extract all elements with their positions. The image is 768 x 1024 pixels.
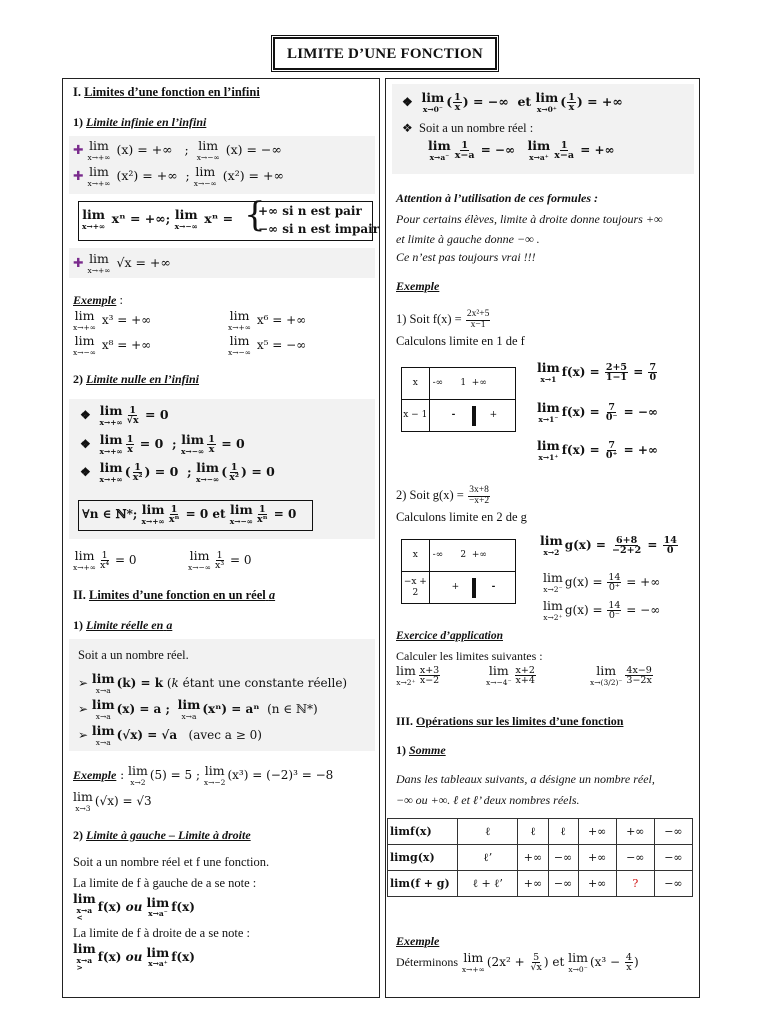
zero-limit-line-3: ❖ lim x→+∞ ( $\frac{1}{\text{x²}}$ ) = 0 ; lim x→−∞ ( $\frac{1}{\text{x²}}$ ) = 0: [80, 460, 275, 484]
left-right-text-2: La limite de f à gauche de a se note :: [73, 876, 257, 890]
q2-line: 2) Soit g(x) = $\frac{3x+8}{-x+2}$: [396, 485, 490, 506]
sum-cell: −∞: [616, 845, 654, 871]
exercise-item-2: lim x→−4⁻ $\frac{x+2}{x+4}$: [486, 663, 535, 687]
example-1-c: lim x→−∞ x⁸ = +∞: [73, 333, 152, 357]
attention-text-3: Ce n’est pas toujours vrai !!!: [396, 250, 536, 264]
example-2-a: lim x→+∞ $\frac{1}{\text{x⁴}}$ = 0: [73, 548, 137, 572]
sum-cell: +∞: [578, 845, 616, 871]
q2-subtitle: Calculons limite en 2 de g: [396, 510, 527, 524]
section-3-heading: III. Opérations sur les limites d’une fonction: [396, 714, 624, 728]
sum-cell: ℓ: [518, 819, 548, 845]
page-title: LIMITE D’UNE FONCTION: [273, 37, 497, 70]
sign-table-cell: −x + 2: [402, 572, 430, 604]
sum-cell: +∞: [578, 871, 616, 897]
infinite-limit-line-1: ✚ lim x→+∞ (x) = +∞ ; lim x→−∞ (x) = −∞: [73, 138, 282, 162]
case-odd: −∞ si n est impair: [258, 222, 380, 236]
diamond-bullet-icon: ❖: [402, 121, 413, 135]
subsection-1-1: 1) Limite infinie en l’infini: [73, 115, 207, 129]
determinons-line: Déterminons lim x→+∞ (2x² + $\frac{5}{√x}$ ) et lim x→0⁻ (x³ − $\frac{4}{x}$ ): [396, 950, 639, 974]
sign-table-cell: -∞ 1 +∞: [429, 368, 515, 400]
q1-subtitle: Calculons limite en 1 de f: [396, 334, 525, 348]
bullet-icon: ✚: [73, 142, 84, 157]
somme-text-2: −∞ ou +∞. ℓ et ℓ’ deux nombres réels.: [396, 793, 580, 807]
sum-cell: ℓ: [458, 819, 518, 845]
f-limit-1: lim x→1 f(x) = $\frac{2+5}{1-1}$ = $\frac{7}{0}$: [537, 360, 657, 384]
one-over-x-minus-a-limits: lim x→a⁻ $\frac{1}{x-a}$ = −∞ lim x→a⁺ $\frac{1}{x-a}$ = +∞: [428, 138, 615, 162]
soit-a-text: Soit a un nombre réel.: [78, 648, 189, 662]
example-1-b: lim x→+∞ x⁶ = +∞: [228, 308, 307, 332]
sum-table: [387, 818, 693, 897]
example-1-d: lim x→−∞ x⁵ = −∞: [228, 333, 307, 357]
diamond-bullet-icon: ❖: [80, 465, 91, 479]
sign-table-1: [401, 367, 516, 432]
f-limit-2: lim x→1⁻ f(x) = $\frac{7}{0^-}$ = −∞: [537, 400, 658, 424]
left-right-text-1: Soit a un nombre réel et f une fonction.: [73, 855, 270, 869]
real-limit-line-3: ➢ lim x→a (√x) = √a (avec a ≥ 0): [78, 723, 262, 747]
sign-table-cell: x: [402, 368, 430, 400]
subsection-2-1: 1) Limite réelle en a: [73, 618, 173, 632]
exercise-item-1: lim x→2⁺ $\frac{x+3}{x-2}$: [396, 663, 440, 687]
sum-table-row: [388, 845, 693, 871]
right-limit-notation: lim x→a > f(x) ou lim x→a⁺ f(x): [73, 941, 195, 972]
sqrt-limit-line: ✚ lim x→+∞ √x = +∞: [73, 251, 171, 275]
sum-cell: −∞: [548, 871, 578, 897]
soit-a-reel: ❖ Soit a un nombre réel :: [402, 121, 534, 135]
exercise-item-3: lim x→(3/2)⁻ $\frac{4x-9}{3-2x}$: [590, 663, 652, 687]
example-2-b: lim x→−∞ $\frac{1}{\text{x³}}$ = 0: [188, 548, 252, 572]
q1-line: 1) Soit f(x) = $\frac{\text{2x²+5}}{x-1}$: [396, 309, 490, 330]
example-1-label: Exemple :: [73, 293, 123, 307]
infinite-limit-line-2: ✚ lim x→+∞ (x²) = +∞ ; lim x→−∞ (x²) = +∞: [73, 164, 284, 188]
real-limit-line-2: ➢ lim x→a (x) = a ; lim x→a (xⁿ) = aⁿ (n ∈ ℕ*): [78, 697, 318, 721]
zero-limit-line-2: ❖ lim x→+∞ $\frac{1}{x}$ = 0 ; lim x→−∞ $\frac{1}{x}$ = 0: [80, 432, 245, 456]
sign-table-2: [401, 539, 516, 604]
bullet-icon: ✚: [73, 255, 84, 270]
attention-text-2: et limite à gauche donne −∞ .: [396, 232, 540, 246]
attention-title: Attention à l’utilisation de ces formules :: [396, 191, 599, 205]
sum-cell: +∞: [518, 845, 548, 871]
sum-cell-undetermined: ?: [616, 871, 654, 897]
sum-table-row: [388, 819, 693, 845]
sign-table-cell: + -: [429, 572, 515, 604]
diamond-bullet-icon: ❖: [80, 437, 91, 451]
sum-cell: limg(x): [388, 845, 458, 871]
sum-cell: −∞: [654, 871, 692, 897]
case-even: +∞ si n est pair: [258, 204, 362, 218]
sum-cell: limf(x): [388, 819, 458, 845]
exercise-text: Calculer les limites suivantes :: [396, 649, 543, 663]
example-1-a: lim x→+∞ x³ = +∞: [73, 308, 152, 332]
bullet-icon: ✚: [73, 168, 84, 183]
example-r2-label: Exemple: [396, 934, 440, 948]
zero-marker: [472, 406, 476, 426]
subsection-2-2: 2) Limite à gauche – Limite à droite: [73, 828, 251, 842]
sign-table-cell: - +: [429, 400, 515, 432]
diamond-bullet-icon: ❖: [402, 95, 413, 109]
g-limit-1: lim x→2 g(x) = $\frac{6+8}{-2+2}$ = $\frac{14}{0}$: [540, 533, 677, 557]
section-2-heading: II. Limites d’une fonction en un réel a: [73, 588, 276, 602]
g-limit-2: lim x→2⁻ g(x) = $\frac{14}{0^+}$ = +∞: [543, 570, 661, 594]
zero-power-formula: ∀n ∈ ℕ*; lim x→+∞ $\frac{1}{\text{xⁿ}}$ = 0 et lim x→−∞ $\frac{1}{\text{xⁿ}}$ = 0: [82, 502, 297, 526]
g-limit-3: lim x→2⁺ g(x) = $\frac{14}{0^-}$ = −∞: [543, 598, 661, 622]
sum-cell: ℓ: [548, 819, 578, 845]
sum-cell: ℓ’: [458, 845, 518, 871]
zero-limit-line-1: ❖ lim x→+∞ $\frac{1}{√x}$ = 0: [80, 403, 169, 427]
sum-cell: +∞: [578, 819, 616, 845]
arrow-bullet-icon: ➢: [78, 728, 89, 742]
zero-marker: [472, 578, 476, 598]
sum-cell: −∞: [548, 845, 578, 871]
sum-cell: +∞: [518, 871, 548, 897]
real-limit-line-1: ➢ lim x→a (k) = k (k étant une constante réelle): [78, 671, 348, 695]
sign-table-cell: x − 1: [402, 400, 430, 432]
sum-cell: ℓ + ℓ’: [458, 871, 518, 897]
sign-table-cell: x: [402, 540, 430, 572]
subsection-3-1: 1) Somme: [396, 743, 446, 757]
sum-cell: lim(f + g): [388, 871, 458, 897]
sum-cell: −∞: [654, 819, 692, 845]
sum-table-row: [388, 871, 693, 897]
left-right-text-4: La limite de f à droite de a se note :: [73, 926, 251, 940]
exercise-title: Exercice d’application: [396, 630, 503, 642]
arrow-bullet-icon: ➢: [78, 702, 89, 716]
somme-text-1: Dans les tableaux suivants, a désigne un nombre réel,: [396, 772, 655, 786]
f-limit-3: lim x→1⁺ f(x) = $\frac{7}{0^+}$ = +∞: [537, 438, 658, 462]
example-r-label: Exemple: [396, 279, 440, 293]
power-limit-formula: lim x→+∞ xⁿ = +∞; lim x→−∞ xⁿ =: [82, 207, 234, 231]
diamond-bullet-icon: ❖: [80, 408, 91, 422]
example-3-line-1: Exemple : lim x→2 (5) = 5 ; lim x→−2 (x³) = (−2)³ = −8: [73, 763, 334, 787]
sign-table-cell: -∞ 2 +∞: [429, 540, 515, 572]
section-1-heading: I. Limites d’une fonction en l’infini: [73, 85, 260, 99]
one-over-x-limits: ❖ lim x→0⁻ ( $\frac{1}{x}$ ) = −∞ et lim x→0⁺ ( $\frac{1}{x}$ ) = +∞: [402, 90, 623, 114]
brace: {: [244, 195, 266, 235]
sum-cell: −∞: [654, 845, 692, 871]
attention-text-1: Pour certains élèves, limite à droite donne toujours +∞: [396, 212, 663, 226]
left-limit-notation: lim x→a < f(x) ou lim x→a⁻ f(x): [73, 891, 195, 922]
arrow-bullet-icon: ➢: [78, 676, 89, 690]
example-3-line-2: lim x→3 (√x) = √3: [73, 789, 152, 813]
subsection-1-2: 2) Limite nulle en l’infini: [73, 372, 200, 386]
sum-cell: +∞: [616, 819, 654, 845]
